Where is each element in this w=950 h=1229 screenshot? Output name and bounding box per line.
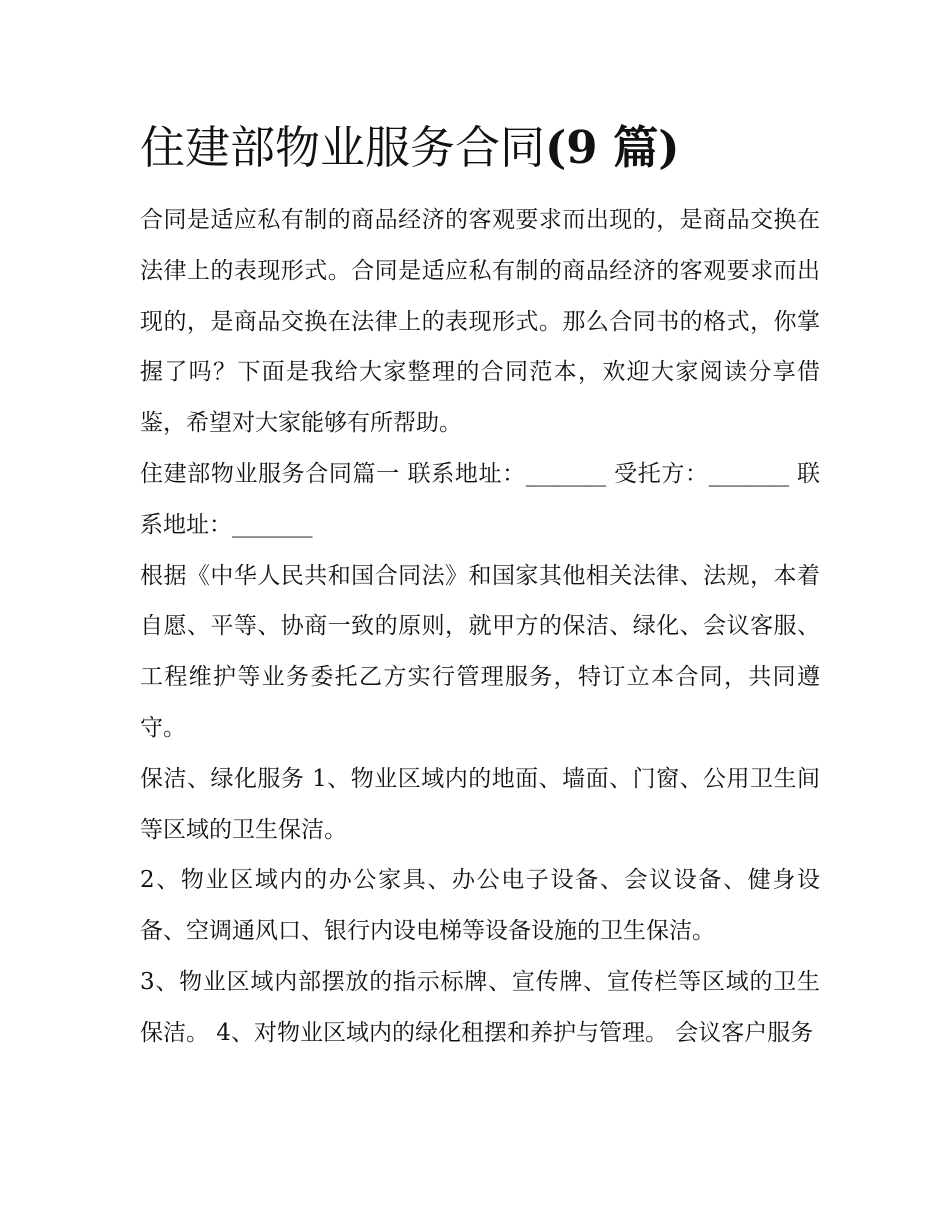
legal-basis-paragraph: 根据《中华人民共和国合同法》和国家其他相关法律、法规，本着自愿、平等、协商一致的原则，就甲方的保洁、绿化、会议客服、工程维护等业务委托乙方实行管理服务，特订立本合同，共同遵守。 [140,562,820,741]
equipment-cleaning-paragraph: 2、物业区域内的办公家具、办公电子设备、会议设备、健身设备、空调通风口、银行内设电梯等设备设施的卫生保洁。 [140,867,820,945]
contract-parties-paragraph: 住建部物业服务合同篇一 联系地址：_______ 受托方：_______ 联系地址：_______ [140,460,820,538]
title-suffix: (9 篇) [545,121,680,174]
signage-cleaning-paragraph: 3、物业区域内部摆放的指示标牌、宣传牌、宣传栏等区域的卫生保洁。 4、对物业区域内的绿化租摆和养护与管理。 会议客户服务 [140,968,820,1046]
title-main: 住建部物业服务合同 [140,121,546,174]
intro-paragraph: 合同是适应私有制的商品经济的客观要求而出现的，是商品交换在法律上的表现形式。合同是适应私有制的商品经济的客观要求而出现的，是商品交换在法律上的表现形式。那么合同书的格式，你掌握了吗？下面是我给大家整理的合同范本，欢迎大家阅读分享借鉴，希望对大家能够有所帮助。 [140,207,820,437]
cleaning-service-paragraph: 保洁、绿化服务 1、物业区域内的地面、墙面、门窗、公用卫生间等区域的卫生保洁。 [140,765,820,843]
document-body [140,195,820,1059]
document-title [140,113,680,183]
